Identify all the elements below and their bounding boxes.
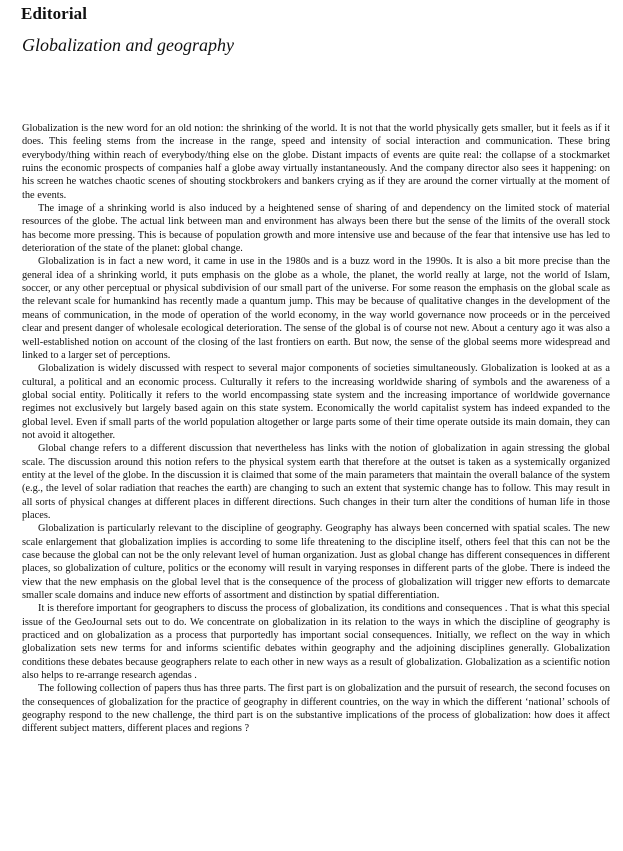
paragraph-8: The following collection of papers thus has three parts. The first part is on globalization and the pursuit of research, the second focuses on the consequences of globalization for the practice of geography in different countries, on the way in which the different ‘national’ schools of geography respond to the new challenge, the third part is on the substantive implications of the process of globalization: how does it affect different subject matters, different places and regions ? [22, 683, 610, 735]
paragraph-6: Globalization is particularly relevant to the discipline of geography. Geography has always been concerned with spatial scales. The new scale enlargement that globalization implies is according to some life threatening to the discipline itself, others feel that this can not be the case because the global can not be the only relevant level of human organization. Just as global change has different consequences in different places, so globalization of culture, politics or the economy will result in varying responses in different parts of the globe. There is indeed the view that the new emphasis on the global level that is the consequence of the process of globalization will trigger new efforts to demarcate smaller scale domains and induce new efforts of assortment and distinction by spatial differentiation. [22, 523, 610, 602]
paragraph-3: Globalization is in fact a new word, it came in use in the 1980s and is a buzz word in the 1990s. It is also a bit more precise than the general idea of a shrinking world, it puts emphasis on the globe as a whole, the planet, the world really at large, not the world of Islam, soccer, or any other perceptual or physical subdivision of our small part of the universe. For some reason the emphasis on the global scale as the relevant scale for humankind has recently made a quantum jump. This may be because of qualitative changes in the development of the means of communication, in the mode of operation of the world economy, in the way world governance now proceeds or in the perceived clear and present danger of wholesale ecological deterioration. The sense of the global is of course not new. About a century ago it was also a well-established notion on account of the closing of the last frontiers on earth. But now, the sense of the global seems more widespread and linked to a larger set of perceptions. [22, 256, 610, 361]
article-body [22, 122, 610, 736]
paragraph-2: The image of a shrinking world is also induced by a heightened sense of sharing of and dependency on the limited stock of material resources of the globe. The actual link between man and environment has always been there but the sense of the limits of the overall stock has become more pressing. This is because of population growth and more intensive use and because of the fear that intensive use has led to deterioration of the state of the planet: global change. [22, 203, 610, 255]
paragraph-1: Globalization is the new word for an old notion: the shrinking of the world. It is not that the world physically gets smaller, but it feels as if it does. This feeling stems from the increase in the range, speed and intensity of social interaction and communication. These bring everybody/thing within reach of everybody/thing else on the globe. Distant impacts of events are quite real: the collapse of a stockmarket ruins the economic prospects of companies half a globe away virtually instantaneously. And the company director also sees it happening: on his screen he watches chaotic scenes of shouting stockbrokers and bankers crying as if they are around the corner virtually at the moment of the events. [22, 123, 610, 201]
article-title: Globalization and geography [22, 35, 234, 55]
section-label: Editorial [21, 4, 88, 23]
paragraph-4: Globalization is widely discussed with respect to several major components of societies simultaneously. Globalization is looked at as a cultural, a political and an economic process. Culturally it refers to the increasing worldwide sharing of symbols and the awareness of a global social entity. Politically it refers to the world encompassing state system and the increasing importance of worldwide governance regimes not exclusively but largely based again on this state system. Economically the world capitalist system has indeed expanded to the global level. Even if small parts of the world population altogether or large parts some of their time operate outside its main domain, they can not avoid it altogether. [22, 363, 610, 441]
paragraph-5: Global change refers to a different discussion that nevertheless has links with the notion of globalization in again stressing the global scale. The discussion around this notion refers to the physical system earth that therefore at the outset is taken as a systemically organized entity at the level of the globe. In the discussion it is claimed that some of the main parameters that maintain the overall balance of the system (e.g., the level of solar radiation that reaches the earth) are changing to such an extent that systemic change has to follow. This may result in all sorts of physical changes at different places in different directions. Such changes in their turn alter the conditions of human life in those places. [22, 443, 610, 521]
paragraph-7: It is therefore important for geographers to discuss the process of globalization, its conditions and consequences . That is what this special issue of the GeoJournal sets out to do. We concentrate on globalization in its relation to the ways in which the discipline of geography is practiced and on globalization as a process that purportedly has important social consequences. Initially, we reflect on the way in which globalization sets new terms for and informs scientific debates within geography and the adjoining disciplines generally. Globalization conditions these debates because geographers relate to each other in new ways as a result of globalization. Globalization as a scientific notion also helps to re-arrange research agendas . [22, 603, 610, 682]
